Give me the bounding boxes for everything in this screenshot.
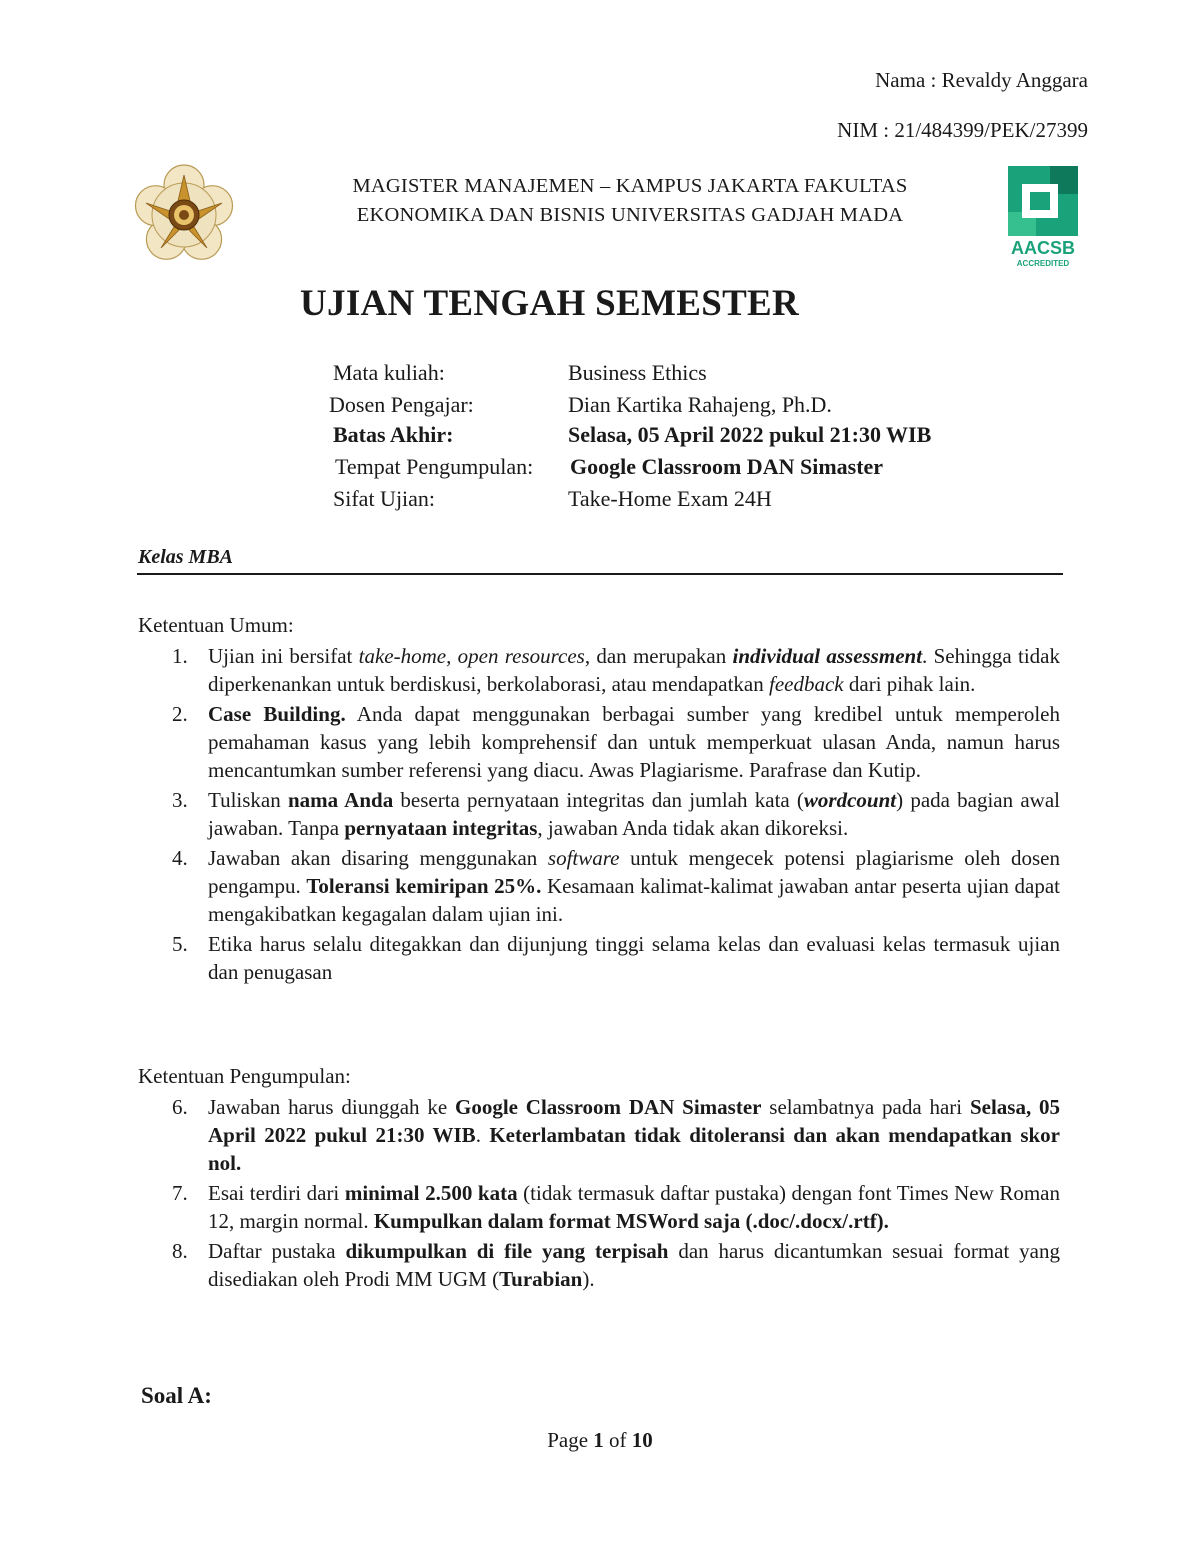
info-label: Sifat Ujian: <box>333 486 436 511</box>
student-nim: NIM : 21/484399/PEK/27399 <box>837 118 1088 142</box>
info-row-course <box>0 360 1200 392</box>
info-label: Dosen Pengajar: <box>329 392 474 417</box>
page-middle: of <box>603 1428 632 1452</box>
list-item-text: , dan merupakan <box>584 644 733 668</box>
list-item-text: minimal 2.500 kata <box>344 1181 518 1205</box>
list-item-number: 7. <box>172 1181 188 1205</box>
list-item-text: . Sehingga tidak diperkenankan untuk berdiskusi, berkolaborasi, atau mendapatkan <box>208 644 1060 696</box>
submission-rules-heading: Ketentuan Pengumpulan: <box>138 1064 351 1088</box>
page-footer <box>0 1428 1200 1453</box>
info-label: Batas Akhir: <box>333 422 454 447</box>
list-item-text: Google Classroom DAN Simaster <box>454 1095 762 1119</box>
list-item <box>136 700 1060 784</box>
list-item-text: Etika harus selalu ditegakkan dan dijunjung tinggi selama kelas dan evaluasi kelas termasuk ujian dan penugasan <box>208 932 1060 984</box>
list-item-text: selambatnya pada hari <box>761 1095 970 1119</box>
university-emblem-logo <box>132 160 236 270</box>
aacsb-accredited-logo <box>1004 166 1082 268</box>
info-value: Take-Home Exam 24H <box>568 486 772 511</box>
class-label: Kelas MBA <box>138 546 234 568</box>
list-item-text: Kesamaan kalimat-kalimat jawaban antar peserta ujian dapat mengakibatkan kegagalan dalam ujian ini. <box>208 874 1060 926</box>
general-rules-list <box>136 642 1060 988</box>
divider <box>137 573 1063 575</box>
page-prefix: Page <box>547 1428 594 1452</box>
list-item-number: 8. <box>172 1239 188 1263</box>
list-item-text: Kumpulkan dalam format MSWord saja (.doc/.docx/.rtf). <box>373 1209 889 1233</box>
list-item-text: Turabian <box>499 1267 583 1291</box>
list-item-number: 3. <box>172 788 188 812</box>
list-item-text: pernyataan integritas <box>344 816 538 840</box>
list-item-text: beserta pernyataan integritas dan jumlah kata ( <box>393 788 804 812</box>
list-item-text: individual assessment <box>732 644 923 668</box>
question-section-heading: Soal A: <box>141 1383 212 1408</box>
list-item-text: Jawaban akan disaring menggunakan <box>208 846 548 870</box>
info-value: Dian Kartika Rahajeng, Ph.D. <box>568 392 832 417</box>
list-item-number: 5. <box>172 932 188 956</box>
list-item-text: Keterlambatan tidak ditoleransi dan akan mendapatkan skor nol. <box>208 1123 1061 1175</box>
list-item-text: . <box>475 1123 490 1147</box>
list-item-text: Esai terdiri dari <box>208 1181 345 1205</box>
student-name: Nama : Revaldy Anggara <box>875 68 1088 92</box>
list-item <box>136 642 1060 698</box>
list-item-text: untuk mengecek potensi plagiarisme oleh dosen pengampu. <box>208 846 1060 898</box>
list-item-text: feedback <box>769 672 844 696</box>
institution-line-2: EKONOMIKA DAN BISNIS UNIVERSITAS GADJAH MADA <box>356 204 904 226</box>
list-item <box>136 1093 1060 1177</box>
list-item <box>136 1179 1060 1235</box>
list-item-text: wordcount <box>803 788 897 812</box>
page-current: 1 <box>593 1428 604 1452</box>
list-item-number: 4. <box>172 846 188 870</box>
list-item-text: dari pihak lain. <box>843 672 976 696</box>
info-row-submission-place <box>0 454 1200 486</box>
list-item-text: Tuliskan <box>208 788 288 812</box>
list-item-text: dikumpulkan di file yang terpisah <box>345 1239 669 1263</box>
aacsb-logo-subtext: ACCREDITED <box>1016 259 1070 268</box>
info-row-deadline <box>0 422 1200 454</box>
submission-rules-list <box>136 1093 1060 1295</box>
list-item-text: Ujian ini bersifat <box>208 644 359 668</box>
list-item <box>136 786 1060 842</box>
list-item-text: , jawaban Anda tidak akan dikoreksi. <box>537 816 849 840</box>
aacsb-logo-text: AACSB <box>1010 238 1076 258</box>
info-label: Mata kuliah: <box>333 360 445 385</box>
list-item-text: Jawaban harus diunggah ke <box>208 1095 455 1119</box>
info-value: Google Classroom DAN Simaster <box>570 454 884 479</box>
exam-title: UJIAN TENGAH SEMESTER <box>300 283 800 324</box>
list-item <box>136 844 1060 928</box>
info-row-lecturer <box>0 392 1200 424</box>
info-value: Business Ethics <box>568 360 707 385</box>
list-item-number: 2. <box>172 702 188 726</box>
list-item-text: take-home, open resources <box>358 644 585 668</box>
list-item-number: 1. <box>172 644 188 668</box>
list-item-text: Case Building. <box>208 702 346 726</box>
list-item <box>136 930 1060 986</box>
list-item-text: (tidak termasuk daftar pustaka) dengan font Times New Roman 12, margin normal. <box>208 1181 1060 1233</box>
list-item-text: Anda dapat menggunakan berbagai sumber yang kredibel untuk memperoleh pemahaman kasus yang lebih komprehensif dan untuk memperkuat ulasan Anda, namun harus mencantumkan sumber referensi yang diacu. Awas Plagiarisme. Parafrase dan Kutip. <box>208 702 1060 782</box>
list-item-text: ). <box>582 1267 595 1291</box>
info-row-exam-type <box>0 486 1200 518</box>
list-item-text: ) pada bagian awal jawaban. Tanpa <box>208 788 1060 840</box>
institution-line-1: MAGISTER MANAJEMEN – KAMPUS JAKARTA FAKULTAS <box>352 175 908 197</box>
list-item-text: Toleransi kemiripan 25%. <box>306 874 542 898</box>
list-item <box>136 1237 1060 1293</box>
list-item-text: nama Anda <box>287 788 394 812</box>
list-item-text: Selasa, 05 April 2022 pukul 21:30 WIB <box>208 1095 1061 1147</box>
info-label: Tempat Pengumpulan: <box>335 454 534 479</box>
list-item-number: 6. <box>172 1095 188 1119</box>
list-item-text: dan harus dicantumkan sesuai format yang disediakan oleh Prodi MM UGM ( <box>208 1239 1061 1291</box>
list-item-text: Daftar pustaka <box>208 1239 346 1263</box>
page-total: 10 <box>631 1428 653 1452</box>
info-value: Selasa, 05 April 2022 pukul 21:30 WIB <box>568 422 932 447</box>
general-rules-heading: Ketentuan Umum: <box>138 613 294 637</box>
list-item-text: software <box>547 846 620 870</box>
